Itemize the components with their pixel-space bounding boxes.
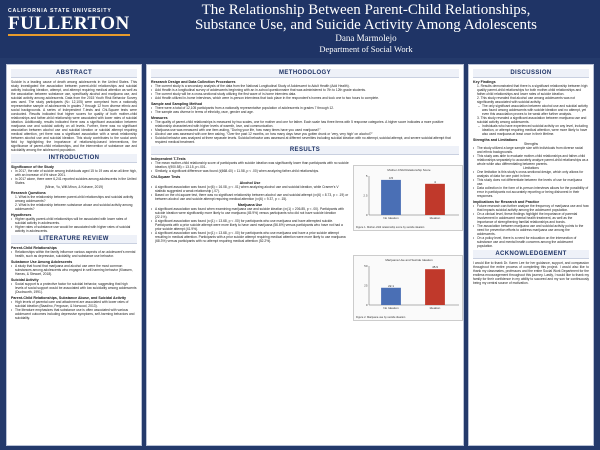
chart-title: Mother-Child Relationship Score <box>387 168 431 172</box>
measures-heading: Measures <box>151 116 168 120</box>
abstract-text: Suicide is a leading cause of death among adolescents in the United States. This study investigated the association between parent-child relationships and suicidal activity including ideation, attempt, and attempt requiring medical attention as well as the association between substance use, specifically alcohol and marijuana use, and suicidal activity among adolescents. Data from the 2015 Youth Risk Behavior Survey was used. The study participants (N= 12,105) were comprised from a nationally representative sample of adolescents in grades 7 through 12 from diverse ethnic and social backgrounds. A series of Independent T-tests and Chi-Square tests were conducted. Results indicated that higher scores for quality of both mother-child relationships and father-child relationship were associated with lower rates of suicidal ideation. Additionally, results indicated there was a significant association between marijuana use and suicidal activity on all levels. Further, there was no significant association between alcohol use and suicidal ideation or suicidal attempt requiring medical attention, yet there was a significant association with a weak relationship between alcohol use and suicidal ideation. This study contributes to the social work field by highlighting the importance of relationship-based interventions, the significance of parent-child relationships, and the intervention of substance use and suicidality among the adolescent population. <box>11 80 137 152</box>
right-column <box>468 64 594 446</box>
marijuana-heading: Marijuana Use <box>237 203 263 207</box>
y-tick-label: 5 <box>365 174 368 178</box>
discussion-title: DISCUSSION <box>473 69 589 78</box>
list-item: • Social support is a protective factor for suicidal behavior, suggesting that high levels of social support would be associated with low suicidality among adolescents (Duckworth, 1991). <box>11 282 137 294</box>
design-heading: Research Design and Data Collection Procedures <box>151 80 236 84</box>
list-item: • A significant association was found (x²(6) = 16.08, p < .01) when analyzing alcohol use and suicidal ideation, while Cramer's V statistic suggested a weak relationship (.07). <box>151 185 349 193</box>
data-label: 45.9 <box>432 265 438 270</box>
list-item: • Higher quality parent-child relationships will be associated with lower rates of suicidal activity in adolescents. <box>11 217 137 225</box>
strengths-list <box>473 146 589 166</box>
left-column <box>6 64 142 446</box>
implications-heading: Implications for Research and Practice <box>473 200 540 204</box>
x-tick-label: No Ideation <box>383 216 399 220</box>
y-tick-label: 50 <box>364 264 368 268</box>
list-item: • A significant association was found (x²(1) = 13.68, p < .00) for participants who use marijuana and have attempted suicide. Participants with a prior suicide attempt were more likely to have used marijuana (56.6%) versus participants who have not had a prior suicide attempt (41.9%). <box>151 219 349 231</box>
list-item: • A study that found that marijuana and alcohol use were the most common substances among adolescents who engaged in self-harming behavior (Klassen, Harras, & Stewart, 2018). <box>11 264 137 276</box>
measures-list <box>151 120 459 144</box>
key-findings-list-cont <box>473 116 589 124</box>
chart-bar <box>381 288 401 305</box>
chart-bar <box>425 269 445 305</box>
key-findings-sublist <box>473 104 589 116</box>
list-item: • Alcohol use was assessed with one item asking, "Over the past 12 months, on how many days have you gotten drunk or 'very, very high' on alcohol?" <box>151 132 459 136</box>
list-item: • High levels of parental care and attachment are associated with lower rates of suicidal ideation (Baadino, Ferguson, & Norwood, 2013). <box>11 300 137 308</box>
key-findings-heading: Key Findings <box>473 80 496 84</box>
list-item: • Data collection in the form of in-person interviews allows for the possibility of error in participants not accurately reporting or being dishonest in their responses. <box>473 186 589 198</box>
combined-heading: Parent-Child Relationships, Substance Abuse, and Suicidal Activity <box>11 296 126 300</box>
results-title: RESULTS <box>151 146 459 155</box>
list-item: • Future research can further analyze the frequency of marijuana use and how that impacts suicidal activity among the adolescent population. <box>473 204 589 212</box>
parent-child-heading: Parent-Child Relationships <box>11 246 57 250</box>
chart-title: Marijuana Use and Suicide Ideation <box>385 258 433 262</box>
list-item: • Based on the chi-square test, there was no significant relationship between alcohol use and suicidal attempt (x²(6) = 8.73, p = .19) or between alcohol use and suicide attempt requiring medical attention (x²(6) = 9.37, p = .15). <box>151 193 349 201</box>
list-item: 2. This study revealed that alcohol use among adolescents was not significantly associated with suicidal activity. <box>477 96 575 104</box>
sample-list <box>151 106 459 114</box>
ttest-heading: Independent T-Tests <box>151 157 186 161</box>
significance-heading: Significance of the Study <box>11 165 54 169</box>
y-tick-label: 0 <box>365 303 368 307</box>
list-item: • In 2017, the rate of suicide among individuals aged 15 to 19 was at an all-time high, with an increase of 4% since 2001. <box>11 169 137 177</box>
list-item: • A significant association was found when examining marijuana use and suicide ideation (x²(1) = 206.85, p < .00). Participants with suicide ideation were significantly more likely to use marijuana (45.9%) versus participants who did not have suicide ideation (22.1%). <box>151 207 349 219</box>
list-item: • Add Health is a longitudinal survey of adolescents beginning with an in-school questionnaire that was administered to 7th to 12th grade students. <box>151 88 459 92</box>
strengths-limitations-heading: Strengths and Limitations <box>473 138 518 142</box>
substance-use-list <box>11 264 137 276</box>
list-item: • On a policy level, there is a need for education on the intersection of substance use and mental health concerns among the adolescent population. <box>473 236 589 248</box>
significance-list <box>11 169 137 185</box>
y-tick-label: 25 <box>364 283 368 288</box>
suicidal-activity-list <box>11 282 137 294</box>
list-item: • Higher rates of substance use would be associated with higher rates of suicidal activity in adolescents. <box>11 225 137 233</box>
substance-use-heading: Substance Use Among Adolescents <box>11 260 73 264</box>
list-item: • Marijuana use was measured with one item asking, "During your life, how many times have you used marijuana?" <box>151 128 459 132</box>
list-item: • The current study will be a cross-sectional study utilizing the first wave of in-home interview data. <box>151 92 459 96</box>
list-item: • The sample was diverse in terms of ethnicity, race, gender and age. <box>151 110 459 114</box>
sample-heading: Sample and Sampling Method <box>151 102 203 106</box>
list-item: – The only significant association between alcohol use and suicidal activity was found among adolescents with suicide ideation and no attempt, yet even this association proves to be weak after further analysis. <box>473 104 589 116</box>
list-item: • The quality of parent-child relationships is measured by two scales, one for mother and one for father. Each scale has three items with 5 response categories. A higher score indicates a more positive relationship characterized with higher levels of warmth, love, and communication. <box>151 120 459 128</box>
introduction-title: INTRODUCTION <box>11 154 137 163</box>
y-tick-label: 0 <box>365 213 368 217</box>
list-item: • The study utilized a large sample size with individuals from diverse racial and ethnic backgrounds. <box>473 146 589 154</box>
design-list <box>151 84 459 100</box>
key-findings-list <box>473 84 589 104</box>
results-text <box>151 157 349 243</box>
title-line-2: Substance Use, and Suicide Activity Among Adolescents <box>194 17 538 33</box>
list-item: • The association between marijuana use and suicidal activity points to the need for prevention efforts to address marijuana use among the adolescents. <box>473 224 589 236</box>
poster-title <box>140 3 592 33</box>
acknowledgement-text: I would like to thank Dr. Karen Lee for her guidance, support, and compassion throughout the entire process of completing this project. I would also like to thank my classmates, professors and the entire Social Work Department for the endless encouragement throughout this journey. Lastly, I would like to thank my family for their confidence in my ability to succeed and my son for continuously being my central source of motivation. <box>473 261 589 285</box>
chart-bar <box>425 184 445 215</box>
suicidal-activity-heading: Suicidal Activity <box>11 278 39 282</box>
list-item: • Add Health utilized in-home interviews, which were in-person interviews that took place in the respondent's homes and took one to two hours to complete. <box>151 96 459 100</box>
results-section <box>151 157 459 319</box>
combined-list <box>11 300 137 320</box>
x-tick-label: No Ideation <box>383 306 399 310</box>
chart-plot-area <box>355 263 463 313</box>
list-item: 2. What is the relationship between substance abuse and suicidal activity among adolescents? <box>15 203 133 211</box>
chart-caption: Figure 2. Marijuana use by suicide ideation <box>356 316 406 319</box>
significance-citation: (Miron, Yu, Wilf-Miron, & Kohane, 2019) <box>44 185 104 189</box>
logo-wordmark: FULLERTON <box>8 13 130 34</box>
chart-marijuana <box>353 255 463 321</box>
research-questions-heading: Research Questions <box>11 191 46 195</box>
list-item: • Similarly, a significant difference was found (t(668.40) = 11.58, p < .00) when analyzing father-child relationships. <box>151 169 349 173</box>
acknowledgement-title: ACKNOWLEDGEMENT <box>473 250 589 259</box>
middle-column <box>146 64 464 446</box>
list-item: – Individuals who have experienced suicidal activity on any level, including ideation, or attempt requiring medical attention, were more likely to have also used marijuana at least once in their lifetime. <box>473 124 589 136</box>
university-logo <box>8 8 130 36</box>
chi-square-heading: Chi-Square Tests <box>151 175 181 179</box>
poster-header <box>0 0 600 58</box>
marijuana-list <box>151 207 349 243</box>
data-label: 22.1 <box>388 283 394 288</box>
list-item: • This study does not differentiate between the levels of use for marijuana use. <box>473 178 589 186</box>
list-item: • One limitation is this study's cross-sectional design, which only allows for analysis of data for one point in time. <box>473 170 589 178</box>
alcohol-heading: Alcohol Use <box>239 181 261 185</box>
logo-subtitle: CALIFORNIA STATE UNIVERSITY <box>8 8 112 14</box>
ttest-list <box>151 161 349 173</box>
limitations-list <box>473 170 589 198</box>
list-item: • In 2017 alone, there were 6,241 reported suicides among adolescents in the United States. <box>11 177 137 185</box>
list-item: • There were a total of 12,105 participants from a nationally representative population of adolescents in grades 7 through 12. <box>151 106 459 110</box>
list-item: • On a clinical level, these findings highlight the importance of parental involvement in adolescent mental health treatment, as well as the importance of strengthening familial relationships and bonds. <box>473 212 589 224</box>
list-item: • The mean mother-child relationship score of participants with suicide ideation was significantly lower than participants with no suicide ideation, t(900.58) = 13.15, p<.001. <box>151 161 349 169</box>
department-name: Department of Social Work <box>319 44 413 54</box>
limitations-label: Limitations <box>523 166 539 170</box>
y-tick-label: 2.5 <box>363 193 368 198</box>
alcohol-list <box>151 185 349 201</box>
key-findings-sublist-2 <box>473 124 589 136</box>
research-questions-list <box>11 195 137 211</box>
list-item: 1. What is the relationship between parent-child relationships and suicidal activity among adolescents? <box>15 195 134 203</box>
chart-caption: Figure 1. Mother-child relationship score by suicide ideation <box>356 226 425 229</box>
list-item: 1. Results demonstrated that there is a significant relationship between high quality parent-child relationships for both mother-child relationships and father-child relationships and lower rates of suicide ideation. <box>477 84 588 96</box>
chart-plot-area <box>355 173 463 223</box>
hypotheses-heading: Hypotheses <box>11 213 32 217</box>
abstract-title: ABSTRACT <box>11 69 137 78</box>
logo-underline <box>8 34 130 36</box>
strengths-label: Strengths <box>523 142 539 146</box>
chart-bar <box>381 180 401 215</box>
data-label: 4 <box>434 179 436 184</box>
author-name: Dana Marmolejo <box>335 33 397 43</box>
literature-review-title: LITERATURE REVIEW <box>11 235 137 244</box>
list-item: • Suicidal behavior was analyzed at three separate levels. Suicidal behavior was assessed at different severities including suicidal ideation with no attempt, suicidal attempt, and severe suicidal attempt that required medical treatment. <box>151 136 459 144</box>
list-item: • This study was able to evaluate mother-child relationships and father-child relationships separately to accurately analyze parent-child relationships as a whole while also differentiating between parents. <box>473 154 589 166</box>
list-item: • The current study is a secondary analysis of the data from the National Longitudinal Study of Adolescent to Adult Health (Add Health). <box>151 84 459 88</box>
methodology-title: METHODOLOGY <box>151 69 459 78</box>
implications-list <box>473 204 589 248</box>
data-label: 4.5 <box>388 175 394 180</box>
x-tick-label: Ideation <box>429 306 441 310</box>
x-tick-label: Ideation <box>429 216 441 220</box>
list-item: • The literature emphasizes that substance use is often associated with various adolescent outcomes including depressive symptoms, self-harming behaviors and suicidality. <box>11 308 137 320</box>
list-item: • A significant association was found (x²(1) = 13.68, p < .00) for participants who use marijuana and have a prior suicide attempt resulting in medical attention. Participants with a prior suicide attempt requiring medical attention were more likely to use marijuana (68.3%) versus participants with no attempt requiring medical attention (52.2%). <box>151 231 349 243</box>
hypotheses-list <box>11 217 137 233</box>
parent-child-list <box>11 250 137 258</box>
list-item: • Relationships within the family influence various aspects of an adolescent's mental health, such as depression, suicidality, and substance use behavior. <box>11 250 137 258</box>
list-item: 3. This study revealed a significant association between marijuana use and suicidal activity among adolescents. <box>477 116 587 124</box>
chart-mother-child <box>353 165 463 231</box>
title-line-1: The Relationship Between Parent-Child Relationships, <box>201 2 531 18</box>
